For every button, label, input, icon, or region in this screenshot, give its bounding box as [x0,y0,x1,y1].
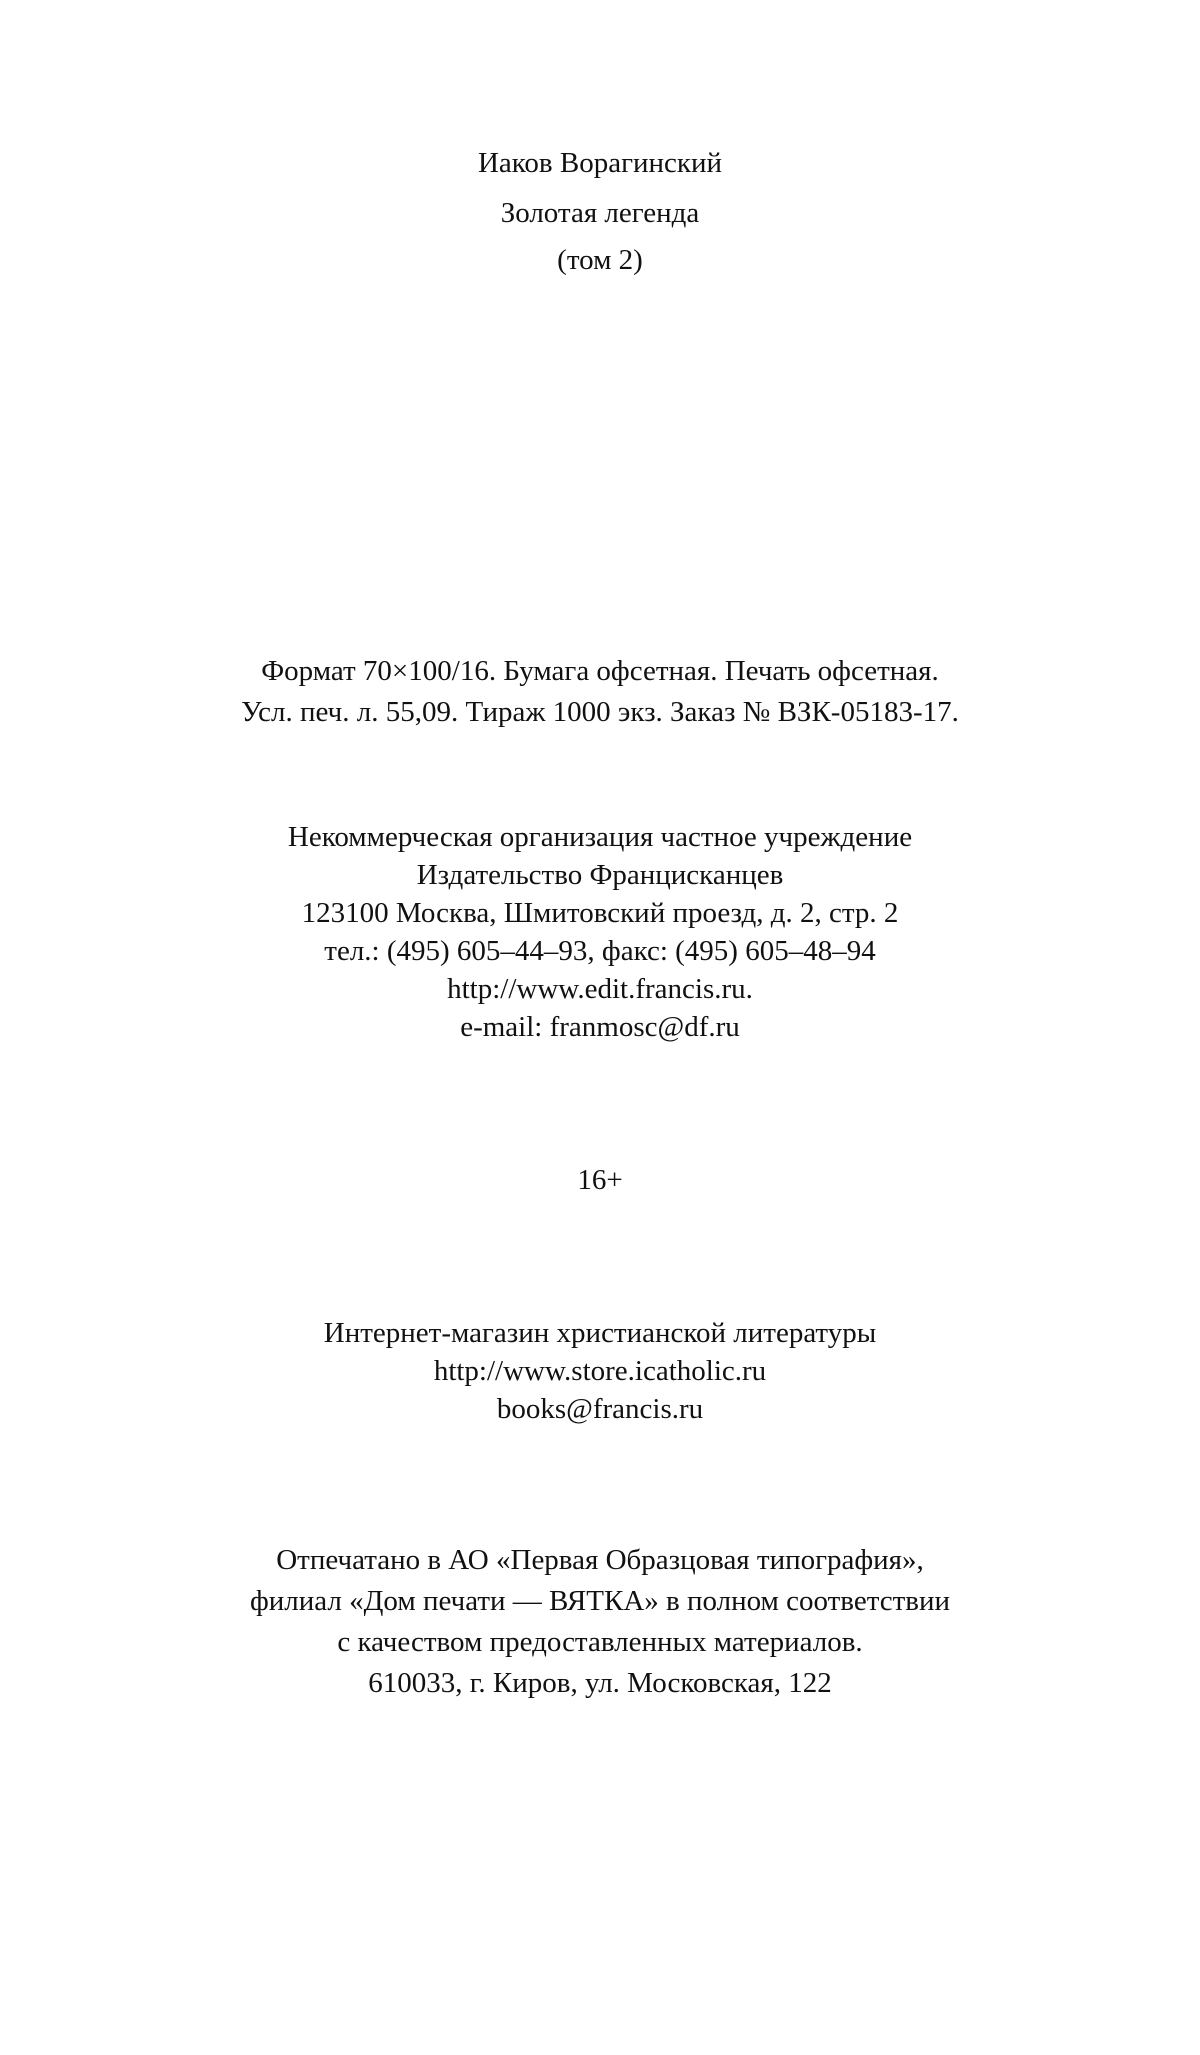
store-website: http://www.store.icatholic.ru [433,1355,767,1387]
printer-details [0,1540,1200,1704]
store-details [0,1314,1200,1428]
age-rating-label: 16+ [577,1164,623,1196]
publisher-org-type: Некоммерческая организация частное учреждение [287,821,913,853]
publisher-address: 123100 Москва, Шмитовский проезд, д. 2, стр. 2 [301,897,899,929]
publisher-details [0,818,1200,1046]
publisher-website: http://www.edit.francis.ru. [447,973,753,1005]
printer-quality-note: с качеством предоставленных материалов. [337,1626,863,1658]
age-rating [0,1160,1200,1200]
printer-branch: филиал «Дом печати — ВЯТКА» в полном соответствии [249,1585,951,1617]
title-block [0,138,1200,282]
publisher-email: e-mail: franmosc@df.ru [460,1011,740,1043]
print-run-line: Усл. печ. л. 55,09. Тираж 1000 экз. Заказ № ВЗК-05183-17. [241,696,959,728]
volume-number: (том 2) [557,244,643,276]
book-title: Золотая легенда [500,197,700,229]
publisher-name: Издательство Францисканцев [416,859,784,891]
printer-name: Отпечатано в АО «Первая Образцовая типография», [276,1544,924,1576]
publisher-phone-fax: тел.: (495) 605–44–93, факс: (495) 605–48–94 [324,935,876,967]
format-details [0,651,1200,733]
printer-address: 610033, г. Киров, ул. Московская, 122 [368,1667,832,1699]
format-line: Формат 70×100/16. Бумага офсетная. Печать офсетная. [261,655,939,687]
author-name: Иаков Ворагинский [477,147,723,179]
store-name: Интернет-магазин христианской литературы [323,1317,877,1349]
store-email: books@francis.ru [496,1393,704,1425]
